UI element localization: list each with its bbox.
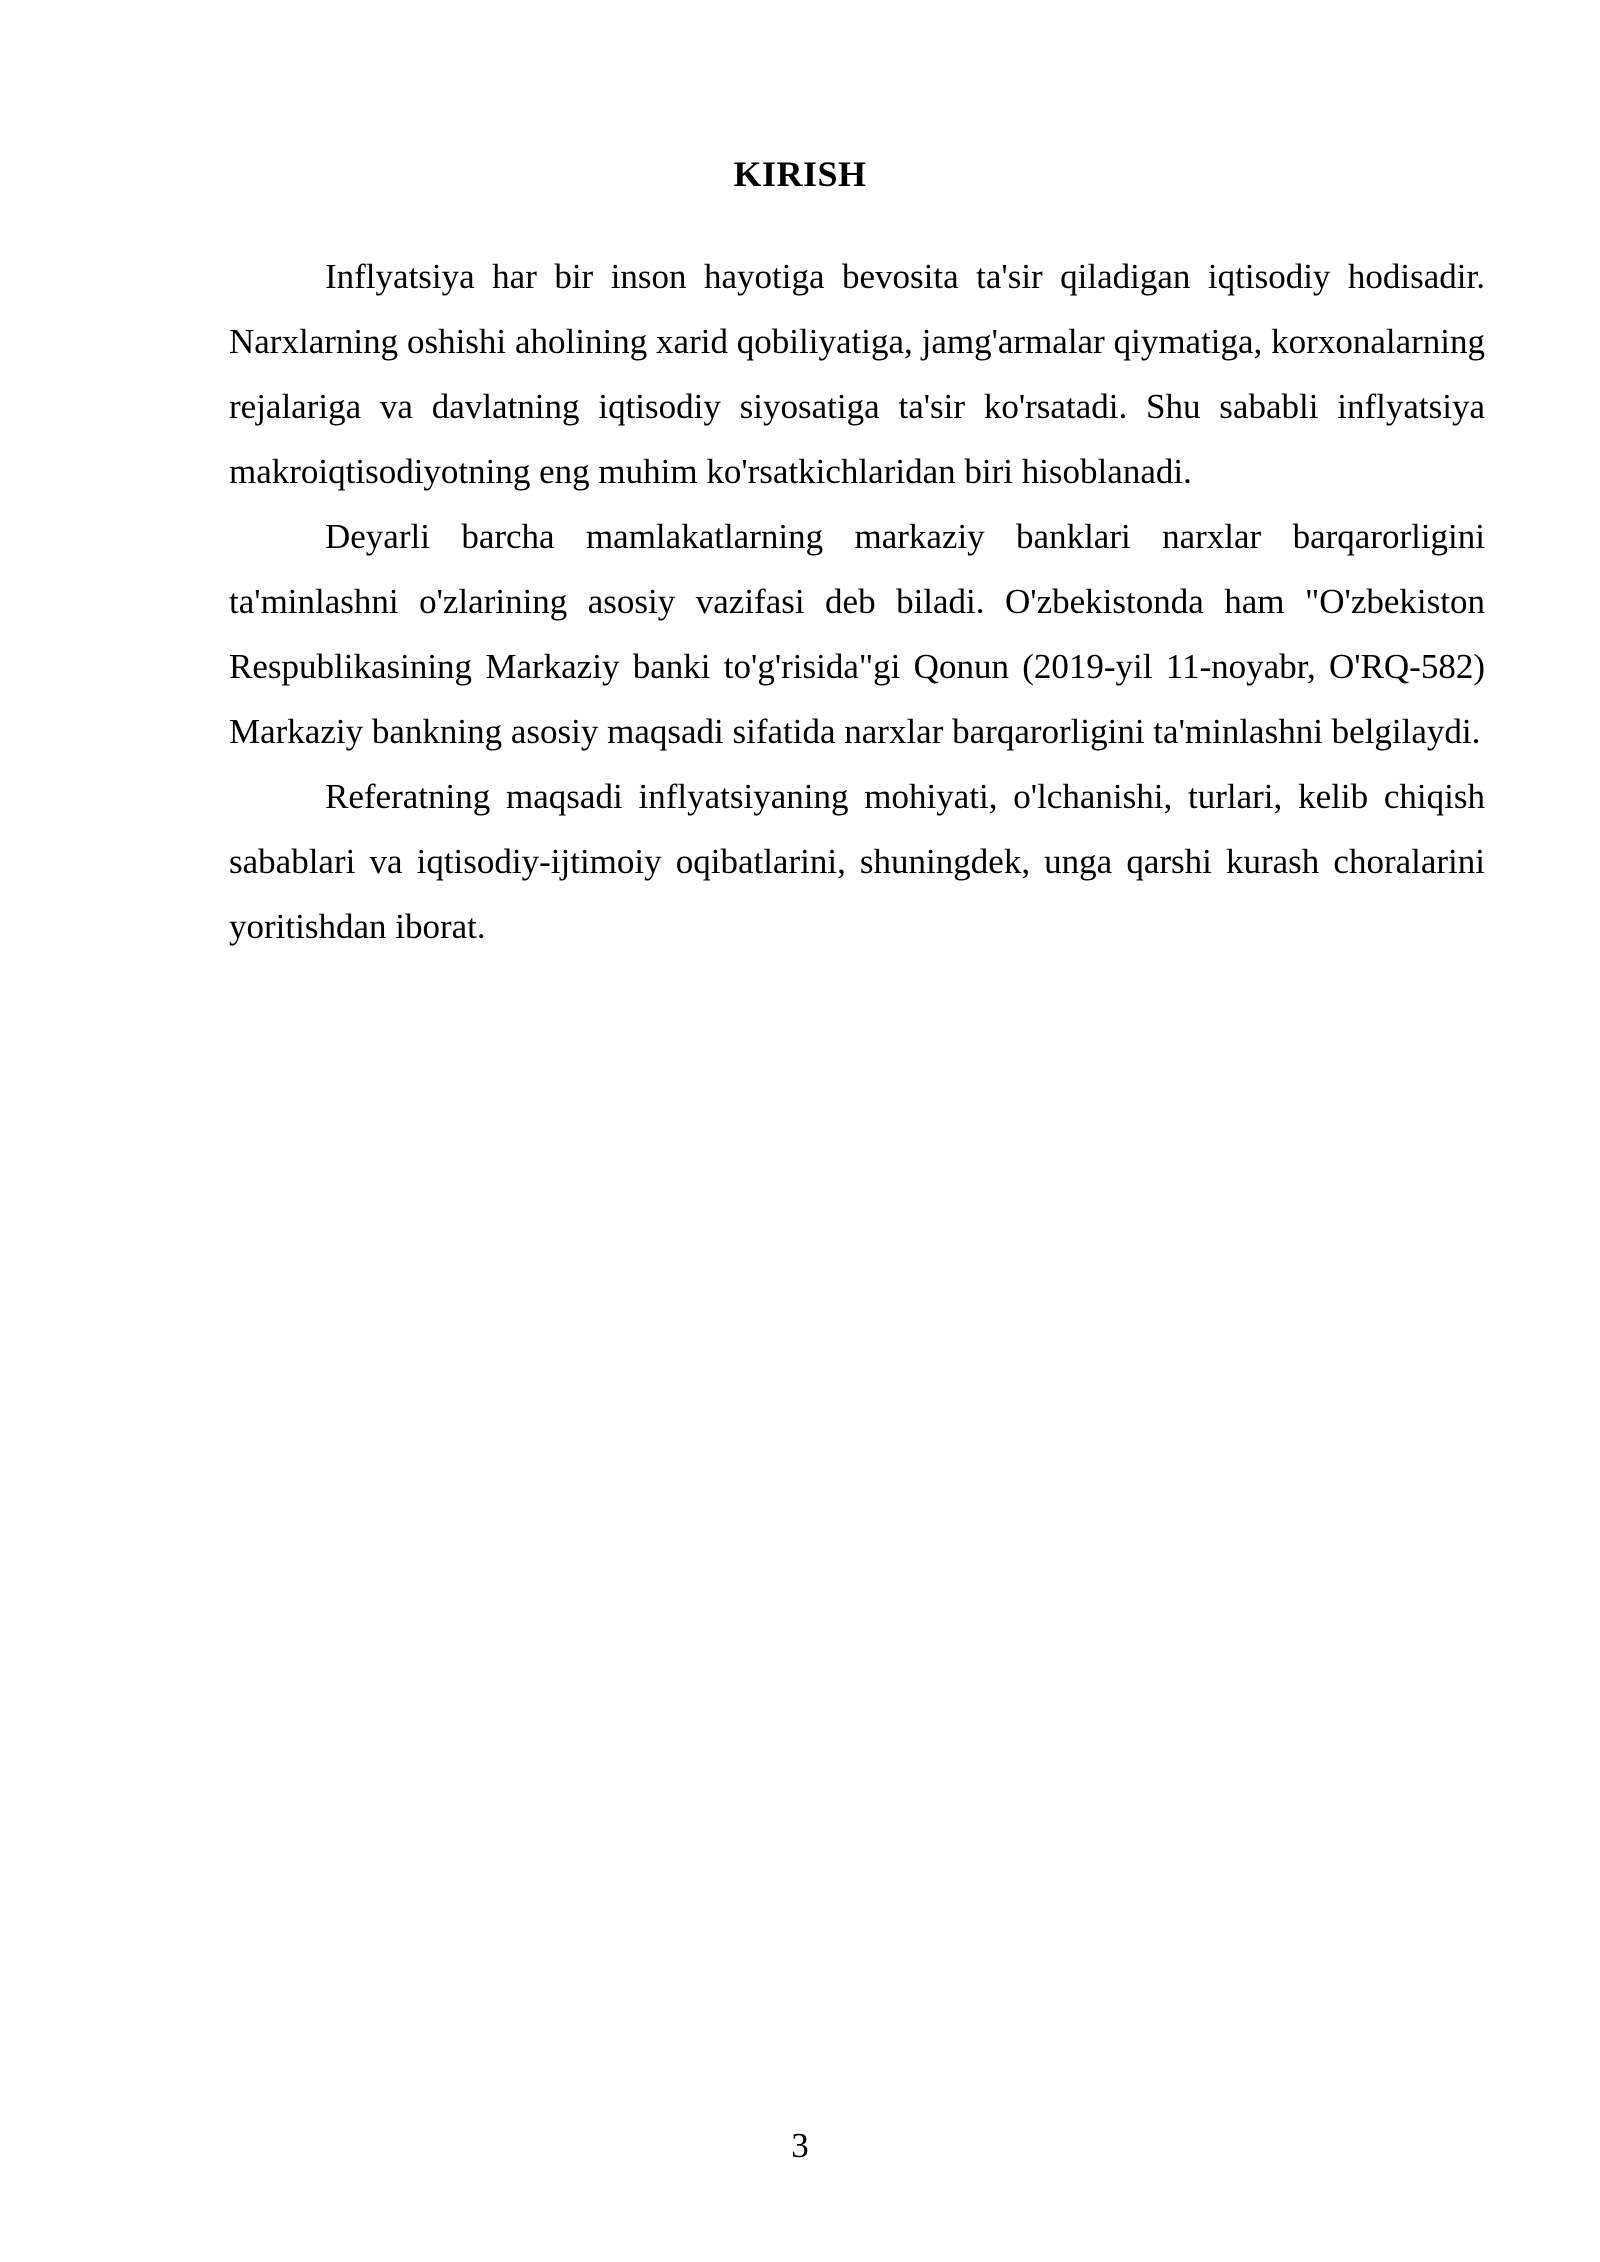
page-number: 3 (791, 2126, 809, 2165)
section-heading: KIRISH (733, 154, 867, 194)
paragraph-intro: Inflyatsiya har bir inson hayotiga bevosita ta'sir qiladigan iqtisodiy hodisadir. Narxlarning oshishi aholining xarid qobiliyatiga, jamg'armalar qiymatiga, korxonalarning rejalariga va davlatning iqtisodiy siyosatiga ta'sir ko'rsatadi. Shu sababli inflyatsiya makroiqtisodiyotning eng muhim ko'rsatkichlaridan biri hisoblanadi. (229, 257, 1485, 491)
paragraph-central-banks: Deyarli barcha mamlakatlarning markaziy banklari narxlar barqarorligini ta'minlashni o'zlarining asosiy vazifasi deb biladi. O'zbekistonda ham "O'zbekiston Respublikasining Markaziy banki to'g'risida"gi Qonun (2019-yil 11-noyabr, O'RQ-582) Markaziy bankning asosiy maqsadi sifatida narxlar barqarorligini ta'minlashni belgilaydi. (229, 517, 1485, 751)
body-text (229, 244, 1485, 959)
paragraph-purpose: Referatning maqsadi inflyatsiyaning mohiyati, o'lchanishi, turlari, kelib chiqish sabablari va iqtisodiy-ijtimoiy oqibatlarini, shuningdek, unga qarshi kurash choralarini yoritishdan iborat. (229, 777, 1485, 946)
